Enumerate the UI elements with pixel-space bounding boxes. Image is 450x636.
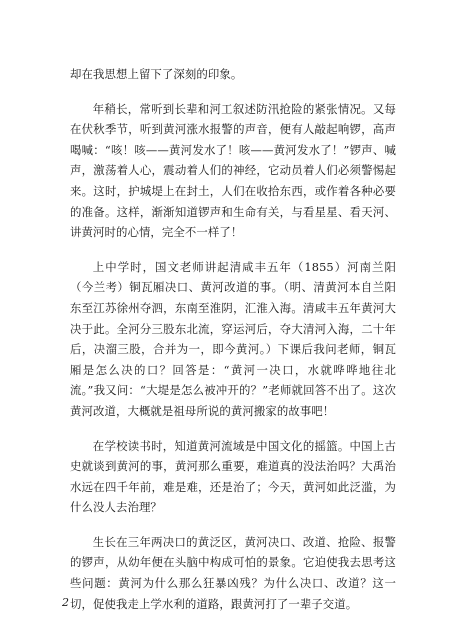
- paragraph-cradle-of-civilization: 在学校读书时，知道黄河流域是中国文化的摇篮。中国上古史就谈到黄河的事，黄河那么重要，难道真的没法治吗？大禹治水远在四千年前，难是难，还是治了；今天，黄河如此泛滥，为什么没人去治理？: [70, 438, 396, 515]
- paragraph-continuation: 却在我思想上留下了深刻的印象。: [70, 67, 243, 81]
- page-number: 2: [62, 596, 69, 609]
- paragraph-river-course-change: 上中学时，国文老师讲起清咸丰五年（1855）河南兰阳（今兰考）铜瓦厢决口、黄河改道的事。（明、清黄河本自兰阳东至江苏徐州夺泗，东南至淮阴，汇淮入海。清咸丰五年黄河大决于此。全河分三股东北流，穿运河后，夺大清河入海，二十年后，决溜三股，合并为一，即今黄河。）下课后我问老师，铜瓦厢是怎么决的口？回答是：“黄河一决口，水就哗哗地往北流。”我又问：“大堤是怎么被冲开的？”老师就回答不出了。这次黄河改道，大概就是祖母所说的黄河搬家的故事吧！: [70, 259, 396, 418]
- paragraph-career-choice: 生长在三年两决口的黄泛区，黄河决口、改道、抢险、报警的锣声，从幼年便在头脑中构成可怕的景象。它迫使我去思考这些问题：黄河为什么那么狂暴凶残？为什么决口、改道？这一切，促使我走上学水利的道路，跟黄河打了一辈子交道。: [70, 534, 396, 611]
- paragraph-alarm-gong: 年稍长，常听到长辈和河工叙述防汛抢险的紧张情况。又每在伏秋季节，听到黄河涨水报警的声音，便有人敲起响锣，高声喝喊：“咳！咳——黄河发水了！咳——黄河发水了！”锣声、喊声，激荡着人心，震动着人们的神经，它动员着人们必须警惕起来。这时，护城堤上在封土，人们在收拾东西，或作着各种必要的准备。这样，渐渐知道锣声和生命有关，与看星星、看天河、讲黄河时的心情，完全不一样了！: [70, 101, 396, 240]
- document-page: [70, 64, 396, 628]
